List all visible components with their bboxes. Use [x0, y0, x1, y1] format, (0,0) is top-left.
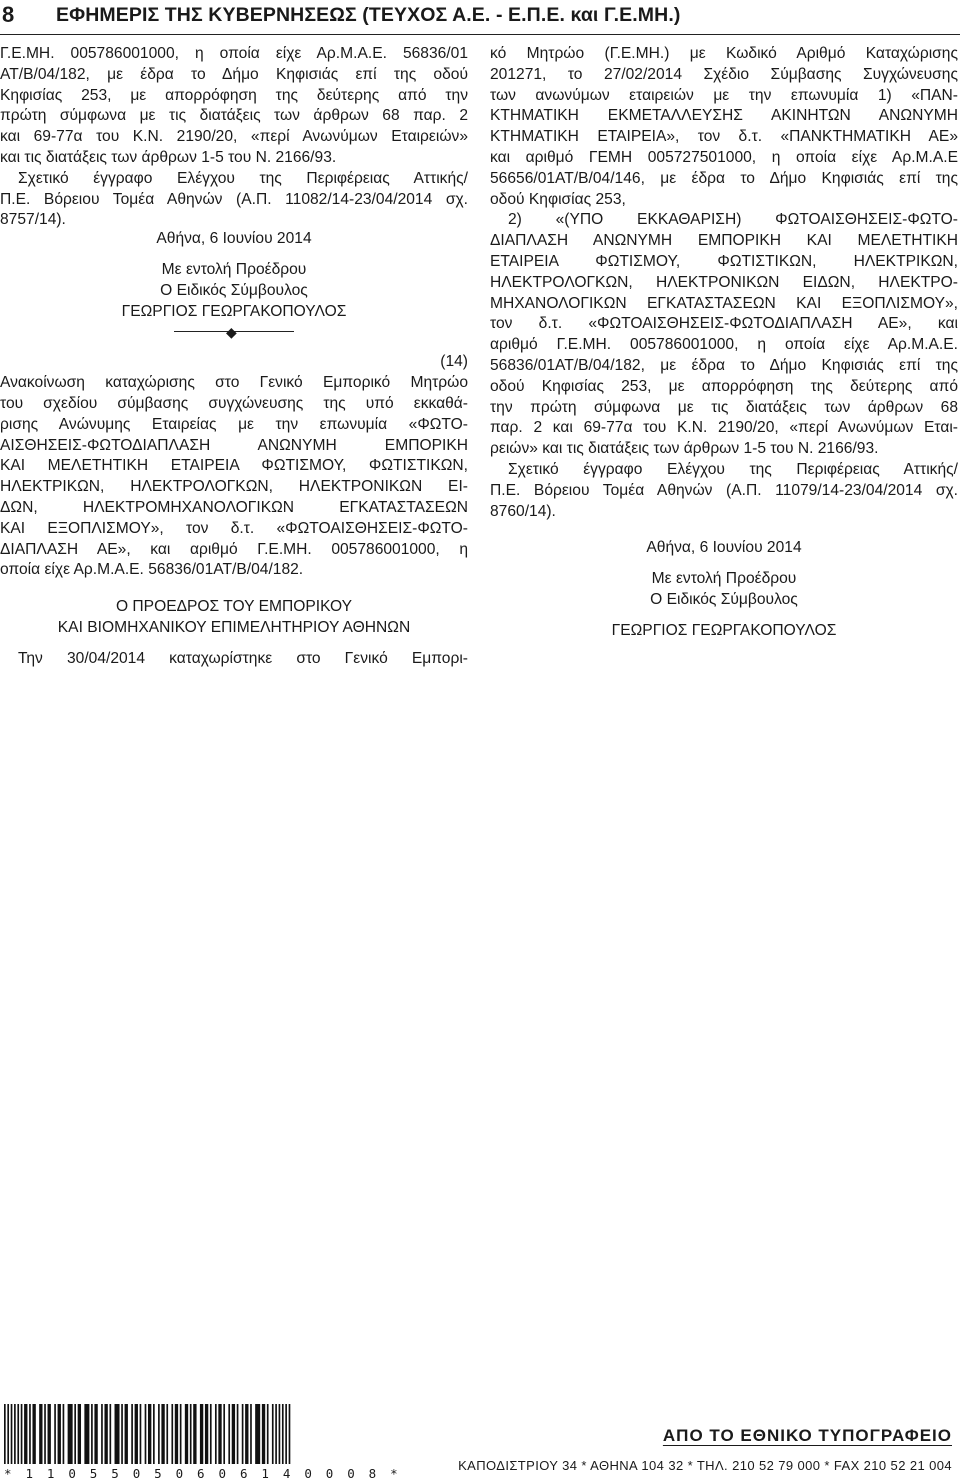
barcode-bar — [140, 1404, 142, 1464]
barcode-bar — [91, 1404, 93, 1464]
barcode-bar — [161, 1404, 164, 1464]
signature-role: Ο Ειδικός Σύμβουλος — [160, 281, 308, 299]
left-column — [0, 44, 468, 670]
page-number: 8 — [2, 2, 15, 27]
page-footer — [0, 1400, 960, 1482]
text-line: πρώτη σύμφωνα με τις διατάξεις των άρθρων 68 παρ. 2 — [0, 107, 468, 125]
text-line: ΕΤΑΙΡΕΙΑ ΦΩΤΙΣΜΟΥ, ΦΩΤΙΣΤΙΚΩΝ, ΗΛΕΚΤΡΙΚΩΝ, — [490, 252, 958, 270]
barcode-bar — [104, 1404, 107, 1464]
barcode-bar — [282, 1404, 284, 1464]
text-line: Κηφισίας 253, με απορρόφηση της δεύτερης από την — [0, 86, 468, 104]
barcode-number: * 1 1 0 5 5 0 5 0 6 0 6 1 4 0 0 0 8 * — [4, 1466, 401, 1481]
text-line: 2) «(ΥΠΟ ΕΚΚΑΘΑΡΙΣΗ) ΦΩΤΟΑΙΣΘΗΣΕΙΣ-ΦΩΤΟ- — [508, 211, 958, 229]
barcode-bar — [223, 1404, 225, 1464]
barcode-bar — [153, 1404, 155, 1464]
barcode-bar — [210, 1404, 212, 1464]
barcode-bar — [101, 1404, 103, 1464]
barcode-bar — [44, 1404, 46, 1464]
text-line: 8757/14). — [0, 211, 66, 229]
barcode-bar — [279, 1404, 281, 1464]
notice-heading — [0, 373, 468, 581]
signature-role: Ο Ειδικός Σύμβουλος — [650, 590, 798, 608]
barcode-bar — [166, 1404, 168, 1464]
text-line: Γ.Ε.ΜΗ. 005786001000, η οποία είχε Αρ.Μ.Α.Ε. 56836/01 — [0, 45, 468, 62]
text-line: 56656/01ΑΤ/Β/04/146, με έδρα το Δήμο Κηφισιάς επί της — [490, 169, 958, 187]
barcode-bar — [262, 1404, 265, 1464]
signature-order: Με εντολή Προέδρου — [651, 570, 797, 588]
signature-order: Με εντολή Προέδρου — [161, 260, 307, 278]
barcode-bar — [115, 1404, 120, 1464]
text-line: Σχετικό έγγραφο Ελέγχου της Περιφέρειας Αττικής/ — [18, 169, 468, 187]
text-line: κό Μητρώο (Γ.Ε.ΜΗ.) με Κωδικό Αριθμό Καταχώρισης — [490, 45, 958, 62]
barcode-bar — [171, 1404, 173, 1464]
text-line: ΔΩΝ, ΗΛΕΚΤΡΟΜΗΧΑΝΟΛΟΓΙΚΩΝ ΕΓΚΑΤΑΣΤΑΣΕΩΝ — [0, 498, 468, 516]
item2-paragraph — [490, 210, 958, 460]
text-line: Ανακοίνωση καταχώρισης στο Γενικό Εμπορικό Μητρώο — [0, 374, 468, 392]
barcode-bar — [121, 1404, 123, 1464]
barcode-bar — [125, 1404, 128, 1464]
barcode-bar — [158, 1404, 160, 1464]
barcode-bar — [218, 1404, 221, 1464]
text-line: και 69-77α του Κ.Ν. 2190/20, «περί Ανωνύμων Εταιρειών» — [0, 128, 468, 146]
barcode-bar — [48, 1404, 51, 1464]
text-line: Σχετικό έγγραφο Ελέγχου της Περιφέρειας Αττικής/ — [508, 460, 958, 478]
text-line: οποία είχε Αρ.Μ.Α.Ε. 56836/01ΑΤ/Β/04/182. — [0, 561, 304, 579]
text-line: 56836/01ΑΤ/Β/04/182, με έδρα το Δήμο Κηφισιάς επί της — [490, 356, 958, 374]
text-line: οδού Κηφισίας 253, με απορρόφηση της δεύτερης από — [490, 377, 958, 395]
text-line: ΗΛΕΚΤΡΙΚΩΝ, ΗΛΕΚΤΡΟΛΟΓΚΩΝ, ΗΛΕΚΤΡΟΝΙΚΩΝ ΕΙ- — [0, 478, 468, 496]
section-divider — [174, 322, 294, 342]
signature-block — [0, 229, 468, 322]
barcode-bar — [131, 1404, 133, 1464]
barcode-bar — [289, 1404, 291, 1464]
notice-number: (14) — [440, 353, 468, 371]
barcode-bar — [54, 1404, 56, 1464]
text-line: ΚΑΙ ΜΕΛΕΤΗΤΙΚΗ ΕΤΑΙΡΕΙΑ ΦΩΤΙΣΜΟΥ, ΦΩΤΙΣΤΙΚΩΝ, — [0, 457, 468, 475]
authority-block — [0, 597, 468, 639]
authority-line: ΚΑΙ ΒΙΟΜΗΧΑΝΙΚΟΥ ΕΠΙΜΕΛΗΤΗΡΙΟΥ ΑΘΗΝΩΝ — [57, 618, 411, 636]
barcode-bar — [200, 1404, 203, 1464]
barcode-bar — [84, 1404, 89, 1464]
text-line: Π.Ε. Βόρειου Τομέα Αθηνών (Α.Π. 11082/14-23/04/2014 σχ. — [0, 190, 468, 208]
barcode-bar — [242, 1404, 244, 1464]
authority-line: Ο ΠΡΟΕΔΡΟΣ ΤΟΥ ΕΜΠΟΡΙΚΟΥ — [115, 598, 353, 616]
text-line: των ανωνύμων εταιρειών με την επωνυμία 1) «ΠΑΝ- — [490, 86, 958, 104]
barcode-bar — [250, 1404, 252, 1464]
barcode-bar — [175, 1404, 178, 1464]
barcode-bar — [232, 1404, 235, 1464]
barcode-bar — [205, 1404, 208, 1464]
text-line: ΗΛΕΚΤΡΟΛΟΓΚΩΝ, ΗΛΕΚΤΡΟΝΙΚΩΝ ΕΙΔΩΝ, ΗΛΕΚΤΡΟ- — [490, 273, 958, 291]
text-line: ΚΤΗΜΑΤΙΚΗ ΕΤΑΙΡΕΙΑ», τον δ.τ. «ΠΑΝΚΤΗΜΑΤΙΚΗ ΑΕ» — [490, 128, 958, 146]
text-line: Π.Ε. Βόρειου Τομέα Αθηνών (Α.Π. 11079/14-23/04/2014 σχ. — [490, 481, 958, 499]
barcode-bar — [11, 1404, 13, 1464]
barcode-bar — [180, 1404, 182, 1464]
barcode-bar — [32, 1404, 35, 1464]
barcode-bar — [148, 1404, 151, 1464]
barcode-bar — [58, 1404, 61, 1464]
text-line: οδού Κηφισίας 253, — [490, 190, 626, 208]
signature-place-date: Αθήνα, 6 Ιουνίου 2014 — [156, 230, 312, 248]
barcode-bar — [14, 1404, 16, 1464]
barcode-bar — [285, 1404, 287, 1464]
barcode-bar — [4, 1404, 6, 1464]
text-line: ΔΙΑΠΛΑΣΗ ΑΝΩΝΥΜΗ ΕΜΠΟΡΙΚΗ ΚΑΙ ΜΕΛΕΤΗΤΙΚΗ — [490, 232, 958, 250]
reference-paragraph — [490, 460, 958, 522]
signature-place-date: Αθήνα, 6 Ιουνίου 2014 — [646, 539, 802, 557]
body-paragraph — [490, 44, 958, 210]
barcode-bar — [7, 1404, 9, 1464]
text-line: ΔΙΑΠΛΑΣΗ ΑΕ», και αριθμό Γ.Ε.ΜΗ. 005786001000, η — [0, 540, 468, 558]
barcode-bar — [215, 1404, 217, 1464]
barcode-bar — [228, 1404, 230, 1464]
signature-name: ΓΕΩΡΓΙΟΣ ΓΕΩΡΓΑΚΟΠΟΥΛΟΣ — [121, 302, 347, 320]
continuation-paragraph — [0, 44, 468, 169]
barcode-icon — [4, 1404, 294, 1464]
barcode-bar — [145, 1404, 147, 1464]
reference-paragraph — [0, 169, 468, 231]
barcode-bar — [237, 1404, 239, 1464]
text-line: ρισης Ανώνυμης Εταιρείας με την επωνυμία «ΦΩΤΟ- — [0, 415, 468, 433]
text-line: αριθμό Γ.Ε.ΜΗ. 005786001000, η οποία είχε Αρ.Μ.Α.Ε. — [490, 336, 958, 354]
text-line: ΜΗΧΑΝΟΛΟΓΙΚΩΝ ΕΓΚΑΤΑΣΤΑΣΕΩΝ ΚΑΙ ΕΞΟΠΛΙΣΜΟΥ», — [490, 294, 958, 312]
barcode — [4, 1404, 401, 1481]
barcode-bar — [29, 1404, 31, 1464]
text-line: τον δ.τ. «ΦΩΤΟΑΙΣΘΗΣΕΙΣ-ΦΩΤΟΔΙΑΠΛΑΣΗ ΑΕ», και — [490, 315, 958, 333]
barcode-bar — [68, 1404, 73, 1464]
printer-address: ΚΑΠΟΔΙΣΤΡΙΟΥ 34 * ΑΘΗΝΑ 104 32 * ΤΗΛ. 210 52 79 000 * FAX 210 52 21 004 — [458, 1458, 952, 1473]
text-line: και αριθμό ΓΕΜΗ 005727501000, η οποία είχε Αρ.Μ.Α.Ε — [490, 148, 958, 166]
text-line: 201271, το 27/02/2014 Σχέδιο Σύμβασης Συγχώνευσης — [490, 65, 958, 83]
barcode-bar — [193, 1404, 196, 1464]
page-header — [0, 0, 960, 40]
barcode-bar — [109, 1404, 111, 1464]
signature-name: ΓΕΩΡΓΙΟΣ ΓΕΩΡΓΑΚΟΠΟΥΛΟΣ — [611, 621, 837, 639]
barcode-bar — [275, 1404, 277, 1464]
text-line: Την 30/04/2014 καταχωρίστηκε στο Γενικό Εμπορι- — [18, 649, 468, 667]
printer-name: ΑΠΟ ΤΟ ΕΘΝΙΚΟ ΤΥΠΟΓΡΑΦΕΙΟ — [662, 1426, 952, 1445]
text-line: ΚΑΙ ΕΞΟΠΛΙΣΜΟΥ», τον δ.τ. «ΦΩΤΟΑΙΣΘΗΣΕΙΣ-ΦΩΤΟ- — [0, 519, 468, 537]
diamond-icon: ◆ — [226, 324, 237, 341]
barcode-bar — [24, 1404, 27, 1464]
text-line: ρειών» και τις διατάξεις των άρθρων 1-5 του Ν. 2166/93. — [490, 440, 879, 458]
barcode-bar — [94, 1404, 97, 1464]
text-line: ΑΙΣΘΗΣΕΙΣ-ΦΩΤΟΔΙΑΠΛΑΣΗ ΑΝΩΝΥΜΗ ΕΜΠΟΡΙΚΗ — [0, 436, 468, 454]
signature-block — [490, 538, 958, 641]
barcode-bar — [17, 1404, 19, 1464]
text-line: και τις διατάξεις των άρθρων 1-5 του Ν. 2166/93. — [0, 148, 337, 166]
barcode-bar — [74, 1404, 76, 1464]
barcode-bar — [272, 1404, 274, 1464]
gazette-title: ΕΦΗΜΕΡΙΣ ΤΗΣ ΚΥΒΕΡΝΗΣΕΩΣ (ΤΕΥΧΟΣ Α.Ε. - Ε.Π.Ε. και Γ.Ε.ΜΗ.) — [56, 4, 681, 26]
text-line: παρ. 2 και 69-77α του Κ.Ν. 2190/20, «περί Ανωνύμων Εται- — [490, 419, 958, 437]
right-column — [490, 44, 958, 642]
barcode-bar — [63, 1404, 65, 1464]
barcode-bar — [267, 1404, 269, 1464]
barcode-bar — [135, 1404, 138, 1464]
barcode-bar — [190, 1404, 192, 1464]
text-line: ΑΤ/Β/04/182, με έδρα το Δήμο Κηφισιάς επί της οδού — [0, 65, 468, 83]
barcode-bar — [39, 1404, 42, 1464]
barcode-bar — [255, 1404, 260, 1464]
text-line: 8760/14). — [490, 502, 556, 520]
text-line: την πρώτη σύμφωνα με τις διατάξεις των άρθρων 68 — [490, 398, 958, 416]
barcode-bar — [78, 1404, 81, 1464]
barcode-bar — [245, 1404, 248, 1464]
barcode-bar — [185, 1404, 188, 1464]
text-line: ΚΤΗΜΑΤΙΚΗ ΕΚΜΕΤΑΛΛΕΥΣΗΣ ΑΚΙΝΗΤΩΝ ΑΝΩΝΥΜΗ — [490, 107, 958, 125]
text-line: του σχεδίου σύμβασης συγχώνευσης της υπό εκκαθά- — [0, 394, 468, 412]
barcode-bar — [21, 1404, 23, 1464]
header-rule — [0, 34, 960, 35]
